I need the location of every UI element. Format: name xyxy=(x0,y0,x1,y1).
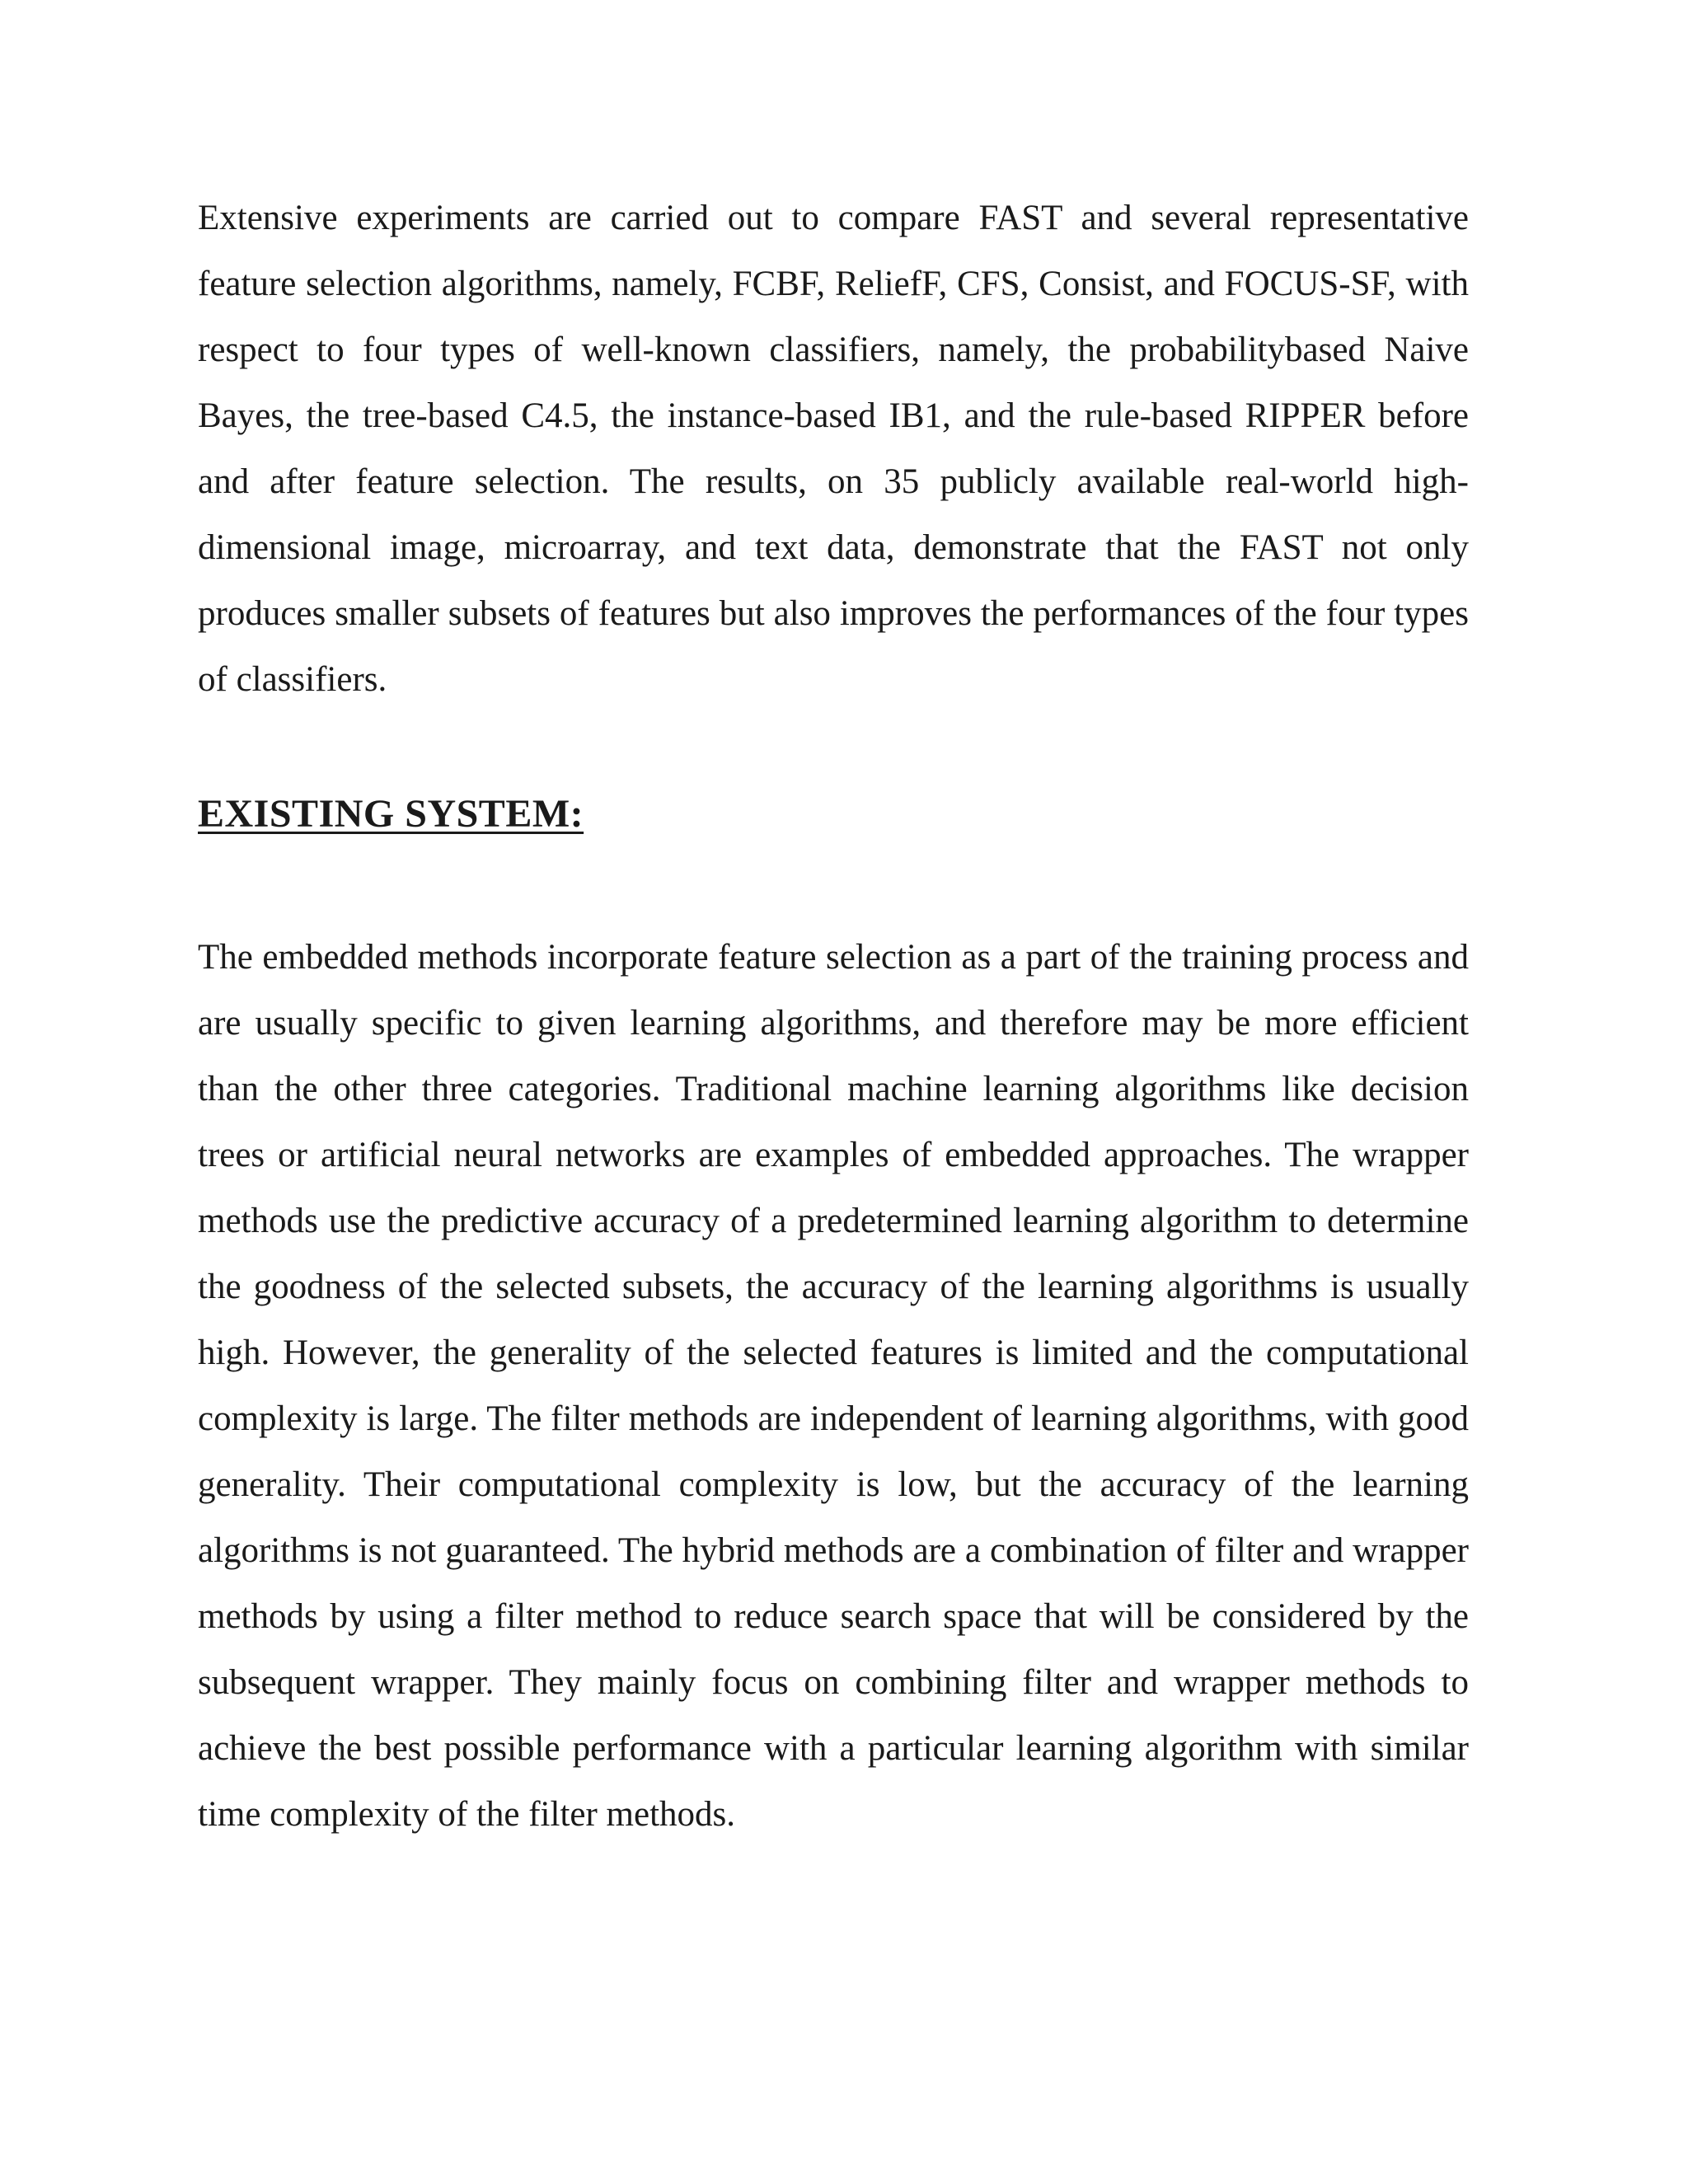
existing-system-paragraph: The embedded methods incorporate feature selection as a part of the training process and are usually specific to given learning algorithms, and therefore may be more efficient than the other three categories. Traditional machine learning algorithms like decision trees or artificial neural networks are examples of embedded approaches. The wrapper methods use the predictive accuracy of a predetermined learning algorithm to determine the goodness of the selected subsets, the accuracy of the learning algorithms is usually high. However, the generality of the selected features is limited and the computational complexity is large. The filter methods are independent of learning algorithms, with good generality. Their computational complexity is low, but the accuracy of the learning algorithms is not guaranteed. The hybrid methods are a combination of filter and wrapper methods by using a filter method to reduce search space that will be considered by the subsequent wrapper. They mainly focus on combining filter and wrapper methods to achieve the best possible performance with a particular learning algorithm with similar time complexity of the filter methods. xyxy=(198,938,1469,1834)
section-heading: EXISTING SYSTEM: xyxy=(198,792,584,836)
intro-paragraph: Extensive experiments are carried out to compare FAST and several representative feature selection algorithms, namely, FCBF, ReliefF, CFS, Consist, and FOCUS-SF, with respect to four types of well-known classifiers, namely, the probabilitybased Naive Bayes, the tree-based C4.5, the instance-based IB1, and the rule-based RIPPER before and after feature selection. The results, on 35 publicly available real-world high-dimensional image, microarray, and text data, demonstrate that the FAST not only produces smaller subsets of features but also improves the performances of the four types of classifiers. xyxy=(198,199,1469,699)
